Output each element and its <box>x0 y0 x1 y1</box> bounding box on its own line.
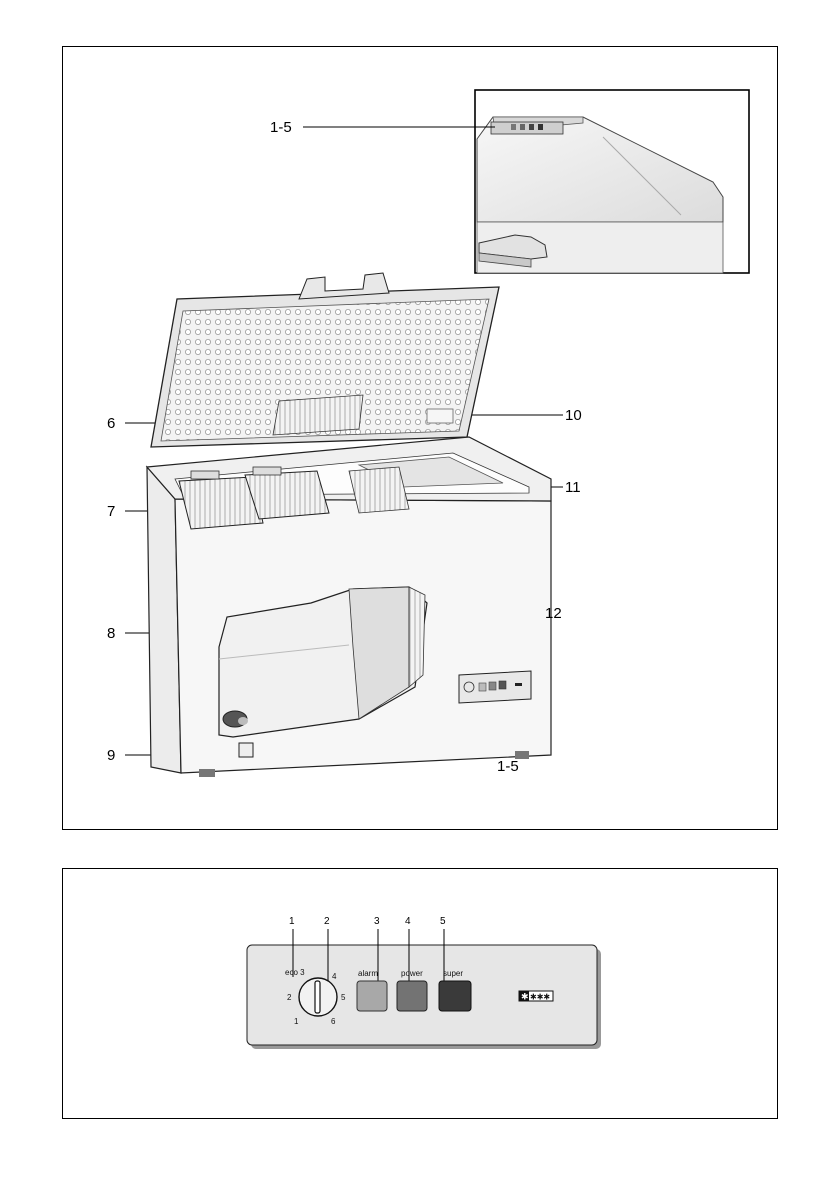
super-button[interactable] <box>439 981 471 1011</box>
dial-mark-6: 6 <box>331 1017 336 1026</box>
dial-mark-1: 1 <box>294 1017 299 1026</box>
chest-freezer-figure <box>62 46 778 830</box>
dial-knob-grip <box>315 981 320 1013</box>
callout-10: 10 <box>565 407 582 424</box>
control-panel-figure <box>62 868 778 1119</box>
callout-8: 8 <box>107 625 116 642</box>
lid-detail-inset <box>475 90 749 273</box>
svg-text:✱: ✱ <box>521 992 529 1003</box>
control-panel-drawing <box>63 869 779 1120</box>
super-label: super <box>443 969 464 978</box>
power-button[interactable] <box>397 981 427 1011</box>
lid-vent <box>273 395 363 435</box>
alarm-button[interactable] <box>357 981 387 1011</box>
callout-1-5-bottom: 1-5 <box>497 758 519 775</box>
dial-mark-2: 2 <box>287 993 292 1002</box>
freezer-lid <box>151 273 499 447</box>
label-number-3: 3 <box>374 916 380 927</box>
power-label: power <box>401 969 423 978</box>
callout-1-5-top: 1-5 <box>270 119 292 136</box>
label-number-2: 2 <box>324 916 330 927</box>
four-star-freezer-icon <box>519 991 553 1003</box>
callout-7: 7 <box>107 503 116 520</box>
alarm-label: alarm <box>358 969 379 978</box>
callout-6: 6 <box>107 415 116 432</box>
freezer-cabinet <box>147 437 551 777</box>
callout-12: 12 <box>545 605 562 622</box>
dial-eco-label: eco 3 <box>285 968 305 977</box>
callout-9: 9 <box>107 747 116 764</box>
callout-11: 11 <box>565 479 581 496</box>
label-number-5: 5 <box>440 916 446 927</box>
svg-text:✱✱✱: ✱✱✱ <box>530 992 551 1002</box>
dial-mark-5: 5 <box>341 993 346 1002</box>
label-number-4: 4 <box>405 916 411 927</box>
chest-freezer-drawing <box>63 47 779 831</box>
dial-mark-4: 4 <box>332 972 337 981</box>
label-number-1: 1 <box>289 916 295 927</box>
